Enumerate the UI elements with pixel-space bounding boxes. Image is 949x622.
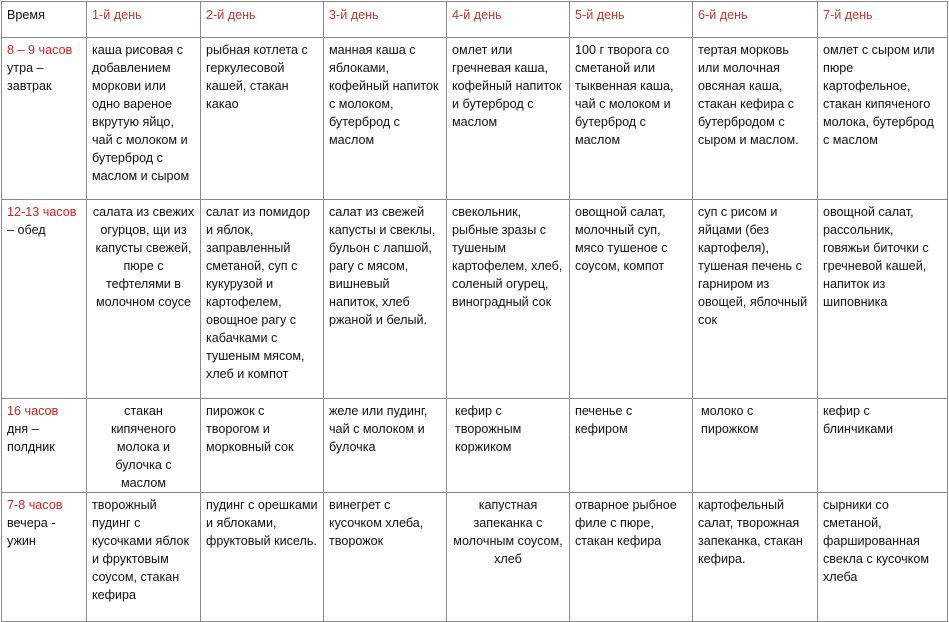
day-header-6: 6-й день [693,2,818,38]
day-header-2: 2-й день [201,2,324,38]
breakfast-time-hours: 8 – 9 часов [7,43,73,57]
breakfast-row [2,38,948,200]
breakfast-day-7: омлет с сыром или пюре картофельное, стакан кипяченого молока, бутерброд с маслом [818,38,948,200]
dinner-day-7: сырники со сметаной, фаршированная свекла с кусочком хлеба [818,493,948,622]
breakfast-time-cell [2,38,87,200]
lunch-day-4: свекольник, рыбные зразы с тушеным картофелем, хлеб, соленый огурец, виноградный сок [447,200,570,399]
lunch-time-label: – обед [7,223,46,237]
breakfast-day-3: манная каша с яблоками, кофейный напиток с молоком, бутерброд с маслом [324,38,447,200]
day-header-1: 1-й день [87,2,201,38]
snack-day-5: печенье с кефиром [570,399,693,493]
lunch-day-3: салат из свежей капусты и свеклы, бульон с лапшой, рагу с мясом, вишневый напиток, хлеб ржаной и белый. [324,200,447,399]
snack-time-cell [2,399,87,493]
dinner-time-hours: 7-8 часов [7,498,63,512]
header-row [2,2,948,38]
snack-time-label: дня – полдник [7,422,55,454]
snack-time-hours: 16 часов [7,404,59,418]
breakfast-day-5: 100 г творога со сметаной или тыквенная каша, чай с молоком и бутерброд с маслом [570,38,693,200]
breakfast-day-4: омлет или гречневая каша, кофейный напиток и бутерброд с маслом [447,38,570,200]
day-header-5: 5-й день [570,2,693,38]
dinner-time-cell [2,493,87,622]
dinner-row [2,493,948,622]
lunch-time-hours: 12-13 часов [7,205,77,219]
snack-day-3: желе или пудинг, чай с молоком и булочка [324,399,447,493]
weekly-menu-table [1,1,948,622]
lunch-time-cell [2,200,87,399]
breakfast-day-6: тертая морковь или молочная овсяная каша, стакан кефира с бутербродом с сыром и маслом. [693,38,818,200]
day-header-3: 3-й день [324,2,447,38]
lunch-row [2,200,948,399]
snack-day-7: кефир с блинчиками [818,399,948,493]
dinner-day-3: винегрет с кусочком хлеба, творожок [324,493,447,622]
lunch-day-2: салат из помидор и яблок, заправленный сметаной, суп с кукурузой и картофелем, овощное рагу с кабачками с тушеным мясом, хлеб и компот [201,200,324,399]
time-column-header: Время [2,2,87,38]
snack-day-4: кефир с творожным коржиком [447,399,570,493]
lunch-day-6: суп с рисом и яйцами (без картофеля), тушеная печень с гарниром из овощей, яблочный сок [693,200,818,399]
snack-day-2: пирожок с творогом и морковный сок [201,399,324,493]
snack-row [2,399,948,493]
lunch-day-1: салата из свежих огурцов, щи из капусты свежей, пюре с тефтелями в молочном соусе [87,200,201,399]
dinner-day-5: отварное рыбное филе с пюре, стакан кефира [570,493,693,622]
dinner-time-label: вечера - ужин [7,516,56,548]
lunch-day-5: овощной салат, молочный суп, мясо тушеное с соусом, компот [570,200,693,399]
dinner-day-1: творожный пудинг с кусочками яблок и фруктовым соусом, стакан кефира [87,493,201,622]
breakfast-day-2: рыбная котлета с геркулесовой кашей, стакан какао [201,38,324,200]
snack-day-1: стакан кипяченого молока и булочка с маслом [87,399,201,493]
day-header-7: 7-й день [818,2,948,38]
snack-day-6: молоко с пирожком [693,399,818,493]
breakfast-day-1: каша рисовая с добавлением моркови или одно вареное вкрутую яйцо, чай с молоком и бутерброд с маслом и сыром [87,38,201,200]
dinner-day-4: капустная запеканка с молочным соусом, хлеб [447,493,570,622]
dinner-day-2: пудинг с орешками и яблоками, фруктовый кисель. [201,493,324,622]
lunch-day-7: овощной салат, рассольник, говяжьи биточки с гречневой кашей, напиток из шиповника [818,200,948,399]
dinner-day-6: картофельный салат, творожная запеканка, стакан кефира. [693,493,818,622]
breakfast-time-label: утра – завтрак [7,61,52,93]
day-header-4: 4-й день [447,2,570,38]
